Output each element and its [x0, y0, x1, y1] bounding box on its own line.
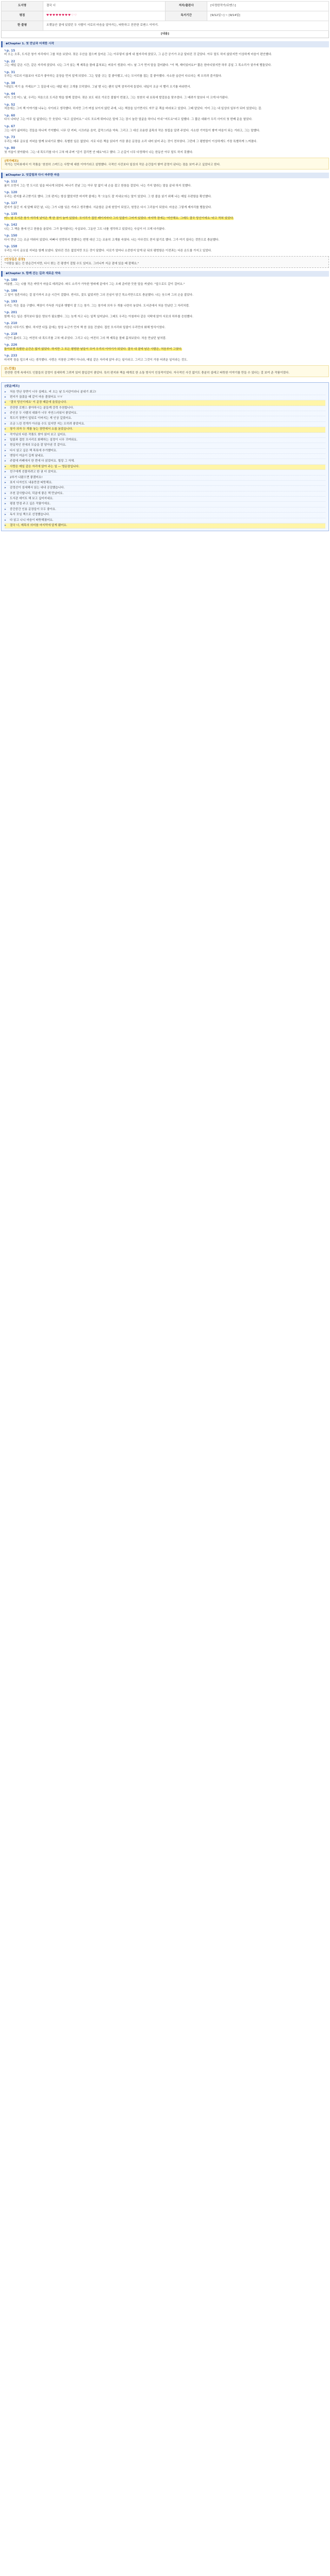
- comment-item: ▸ 도서관 데이트 해 보고 싶어지네요.: [5, 497, 325, 502]
- passage-text: 마지막 장을 덮으며 나는 생각했다. 사랑은 거창한 고백이 아니라, 매일 같은 자리에 앉아 주는 일이라고. 그리고 그것이 가장 어려운 일이라는 것도.: [4, 359, 188, 362]
- comment-item: ▸ 주말에 카페에서 한 번에 다 읽었어요. 힐링 그 자체.: [5, 459, 325, 464]
- passage-text: 여름밤, 그는 나를 작은 바닷가 마을로 데려갔다. 파도 소리가 가득한 방파제 끝에서 그는 오래 준비한 듯한 말을 꺼냈다. "앞으로도 같이 걸어요.": [4, 282, 185, 286]
- comment-item: ▸ 목도리 장면이 앞뒤로 이어지는 게 인상 깊었어요.: [5, 416, 325, 421]
- page-number: ✎ p. 22: [4, 60, 15, 63]
- passage-text: 그는 매일 같은 시간, 같은 자리에 앉았다. 나는 그가 읽는 책 제목을 몰래 훔쳐보는 버릇이 생겼다. 어느 날 그가 먼저 말을 걸어왔다. "이 책, 재미있어요?" 짧은 한마디였지만 하루 종일 그 목소리가 귓가에 맴돌았다.: [4, 64, 272, 67]
- passage: [1, 125, 329, 133]
- passage-text: 가끔은 다투기도 했다. 하지만 다툼 끝에는 항상 누군가 먼저 책 한 권을 건넸다. 접힌 모서리와 밑줄이 우리만의 화해 방식이었다.: [4, 326, 166, 329]
- rating-label: 평점: [2, 11, 43, 21]
- passage: [1, 191, 329, 199]
- chapter-title: ◆Chapter 2. 엇갈림과 다시 마주한 마음: [1, 173, 329, 178]
- note-box: [1, 365, 329, 377]
- chapter-section: [1, 173, 329, 268]
- page-number: ✎ p. 210: [4, 322, 17, 325]
- quote-text: "사람을 잃는 건 한순간이지만, 다시 찾는 건 평생이 걸릴 수도 있어요. 그러니까 지금 곁에 있을 때 잘해요.": [5, 262, 139, 265]
- passage-text: 우리는 작은 집을 구했다. 책장이 가득한 거실과 햇볕이 잘 드는 창가. 그는 창가에 의자 두 개를 나란히 놓았다. 도서관에서 처음 만났던 그 자리처럼.: [4, 304, 190, 308]
- passage-text: 함께 사는 일은 생각보다 많은 양보가 필요했다. 그는 늦게 자고 나는 일찍 일어났다. 그래도 우리는 아침마다 같은 식탁에 앉아 서로의 하루를 응원했다.: [4, 315, 193, 318]
- comment-item: ▸ 추천 감사합니다, 덕분에 좋은 책 만났어요.: [5, 492, 325, 497]
- passage-text: 비 오는 오후, 도서관 창가 자리에서 그를 처음 보았다. 젖은 우산을 접으며 들어온 그는 아무렇지 않게 내 옆자리에 앉았고, 그 순간 공기가 조금 달라진 것 같았다. 아무 말도 하지 않았지만 이상하게 마음이 편안했다.: [4, 53, 272, 57]
- passage-text: 시간이 흘러도 그는 여전히 내 목도리를 고쳐 매 주었다. 그리고 나는 여전히 그의 책 제목을 몰래 훔쳐보았다. 처음 만났던 날처럼.: [4, 336, 167, 340]
- passage-text: 나는 그 책을 품에 안고 한참을 울었다. 그가 돌아왔다는 사실보다, 그동안 그도 나를 생각하고 있었다는 사실이 더 크게 다가왔다.: [4, 227, 166, 231]
- comment-item: ▸ 조금 느린 전개가 아쉬울 수도 있지만 저는 오히려 좋았어요.: [5, 422, 325, 427]
- page-number: ✎ p. 52: [4, 104, 15, 107]
- page-number: ✎ p. 186: [4, 290, 17, 293]
- title-label: 도서명: [2, 2, 43, 11]
- passage: [1, 93, 329, 100]
- page-number: ✎ p. 142: [4, 224, 17, 227]
- page-number: ✎ p. 38: [4, 82, 15, 85]
- page-number: ✎ p. 226: [4, 344, 17, 347]
- comment-item: ▸ 엔딩이 여운이 길게 남네요.: [5, 454, 325, 459]
- comment-item: ▸ 주인공 두 사람의 대화가 너무 자연스러워서 좋았어요.: [5, 411, 325, 416]
- comments-title: [댓글/메모]: [5, 385, 20, 388]
- comment-item: ▸ 중간중간 인용 문장들이 모두 좋아요.: [5, 507, 325, 513]
- comment-item: ▸ 처음 만난 장면이 너무 설레요. 비 오는 날 도서관이라니 분위기 최고!: [5, 390, 325, 395]
- page-number: ✎ p. 158: [4, 245, 17, 248]
- date-value: [9/12일~] ~ [9/14일]: [207, 11, 329, 21]
- passage-text: 처음에는 그저 책 이야기를 나누는 사이라고 생각했다. 하지만 그가 며칠 보이지 않던 주에, 나는 책장을 넘기면서도 자꾸 문 쪽을 바라보고 있었다. 그때 알았다. 이미 그는 내 일상의 일부가 되어 있었다는 걸.: [4, 107, 262, 111]
- quote-box: [1, 256, 329, 268]
- passage-text: 우리는 편지를 주고받기로 했다. 그의 편지는 항상 짧았지만 마지막 줄에는 꼭 '오늘도 잘 지내요'라는 말이 있었다. 그 한 줄을 읽기 위해 나는 매일 우편함을 확인했다.: [4, 195, 212, 198]
- summary-label: 한 줄평: [2, 21, 43, 31]
- passage: [1, 213, 329, 221]
- page-number: ✎ p. 193: [4, 300, 17, 303]
- page-number: ✎ p. 218: [4, 333, 17, 336]
- comment-list: [5, 390, 325, 529]
- passage-text: 그 말이 청혼이라는 걸 알기까지 조금 시간이 걸렸다. 반지도, 꽃도 없었지만 그의 진심이 담긴 목소리만으로도 충분했다. 나는 웃으며 그의 손을 잡았다.: [4, 293, 193, 297]
- passage-text: 우리는 서로의 이름보다 서로가 좋아하는 문장을 먼저 알게 되었다. 그는 밑줄 긋는 걸 좋아했고, 나는 모서리를 접는 걸 좋아했다. 사소한 습관이 다르다는 게 오히려 즐거웠다.: [4, 75, 222, 78]
- passage: [1, 60, 329, 68]
- page-number: ✎ p. 73: [4, 136, 15, 139]
- page-number: ✎ p. 233: [4, 354, 17, 358]
- comment-item: ▸ 현실적인 연애의 모습을 잘 담아낸 것 같아요.: [5, 443, 325, 448]
- page-number: ✎ p. 60: [4, 114, 15, 117]
- highlighted-passage-text: 돌아보면 특별한 순간은 많지 않았다. 하지만 그 모든 평범한 날들이 모여 우리의 이야기가 되었다. 결국 내 곁에 남은 사람은, 처음부터 그였다.: [4, 348, 183, 351]
- passage: [1, 49, 329, 57]
- passage-text: 봄이 오면서 그는 먼 도시로 일을 떠나게 되었다. 떠나기 전날 그는 아무 말 없이 내 손을 잡고 한참을 걸었다. 나는 가지 말라는 말을 끝내 하지 못했다.: [4, 184, 192, 188]
- note-text: 작가는 인터뷰에서 이 작품을 '천천히 스며드는 사랑'에 대한 이야기라고 설명했다. 극적인 사건보다 일상의 작은 순간들이 쌓여 감정이 된다는 점을 보여 주고 싶었다고 한다.: [5, 163, 221, 167]
- passage: [1, 71, 329, 79]
- comment-item: ▸ 밑줄과 접힌 모서리로 화해하는 설정이 너무 귀여워요.: [5, 438, 325, 443]
- comment-item: ▸ 독서 모임 책으로 선정했습니다.: [5, 513, 325, 518]
- comment-item: ▸ 편지가 끊겼을 때 같이 마음 졸였어요 ㅠㅠ: [5, 395, 325, 400]
- comment-item: ▸ 다시 읽고 싶은 책 목록에 추가했어요.: [5, 449, 325, 454]
- chapter-section: [1, 41, 329, 169]
- rating-hearts: ♥♥♥♥♥♥♥♥♡♡: [43, 11, 165, 21]
- passage: [1, 82, 329, 90]
- passage: [1, 354, 329, 362]
- page-number: ✎ p. 80: [4, 147, 15, 150]
- comment-item: ▸ 작가님의 다른 작품도 찾아 읽어 보고 싶어요.: [5, 433, 325, 438]
- passage: [1, 245, 329, 253]
- passage-text: 비가 그친 어느 날, 우리는 처음으로 도서관 밖을 함께 걸었다. 젖은 보도 위로 가로등 불빛이 번졌고, 그는 천천히 내 보폭에 발걸음을 맞추었다. 그 배려가 말보다 더 크게 다가왔다.: [4, 96, 229, 100]
- note-title: [느낀점]: [5, 367, 16, 371]
- comment-item: ▸ 잔잔한 로맨스 좋아하시는 분들께 강력 추천합니다.: [5, 406, 325, 411]
- author-value: [다정한작가/로맨스]: [207, 2, 329, 11]
- comment-item: ▸ 결국 너, 제목의 의미를 마지막에 알게 됐어요.: [5, 523, 325, 529]
- author-label: 저자/출판사: [166, 2, 207, 11]
- passage-text: 편지가 끊긴 지 세 달째 되던 날, 나는 그가 나를 잊은 거라고 생각했다. 서운함은 금세 원망이 되었고, 원망은 다시 그리움이 되었다. 마음은 그렇게 제자리를 맴돌았다.: [4, 206, 212, 209]
- passage: [1, 333, 329, 341]
- page-number: ✎ p. 180: [4, 279, 17, 282]
- passage-text: 첫 겨울이 찾아왔다. 그는 내 목도리를 다시 고쳐 매 주며 "감기 걸리면 안 돼요"라고 했다. 그 손길이 너무 다정해서 나는 한동안 아무 말도 하지 못했다.: [4, 150, 193, 154]
- page-number: ✎ p. 150: [4, 234, 17, 238]
- page-number: ✎ p. 31: [4, 71, 15, 74]
- chapter-section: [1, 271, 329, 377]
- passage: [1, 104, 329, 111]
- comment-item: ▸ 창가 의자 두 개를 놓는 장면에서 소름 돋았습니다.: [5, 427, 325, 432]
- passage-text: 다시 만난 그는 조금 야위어 있었다. 바빠서 연락하지 못했다는 변명 대신 그는 조용히 고개를 숙였다. 나는 아무것도 묻지 않기로 했다. 그가 여기 있다는 것만으로 충분했다.: [4, 238, 220, 242]
- comment-item: ▸ 사랑은 매일 같은 자리에 앉아 주는 일 — 명문장입니다.: [5, 465, 325, 470]
- date-label: 독서기간: [166, 11, 207, 21]
- book-info-table: [1, 1, 329, 31]
- passage: [1, 147, 329, 155]
- passage: [1, 136, 329, 144]
- passage-text: "내일도 여기 올 거예요?" 그 질문에 나는 대답 대신 고개를 끄덕였다. 그날 밤 나는 괜히 일찍 잠자리에 들었다. 내일이 조금 더 빨리 오기를 바라면서.: [4, 86, 191, 89]
- comment-item: ▸ '결국 당신이에요' 이 문장 때문에 울었습니다.: [5, 400, 325, 405]
- comments-panel: [1, 382, 329, 531]
- page-number: ✎ p. 112: [4, 180, 17, 183]
- page-number: ✎ p. 15: [4, 49, 15, 53]
- page-number: ✎ p. 44: [4, 93, 15, 96]
- page-number: ✎ p. 201: [4, 311, 17, 314]
- comment-item: ▸ 표지 디자인도 내용만큼 따뜻해요.: [5, 481, 325, 486]
- page-number: ✎ p. 127: [4, 202, 17, 205]
- note-title: [작가메모]: [5, 159, 19, 163]
- passage-text: 다시 나타난 그는 아무 일 없었다는 듯 웃었다. "보고 싶었어요." 나도 모르게 튀어나온 말에 그는 잠시 놀란 얼굴을 하더니 이내 "저도요"라고 답했다. 그 짧은 대화가 우리 사이의 첫 번째 문을 열었다.: [4, 118, 253, 122]
- highlighted-passage-text: 어느 날 도서관 창가 자리에 낯익은 책 한 권이 놓여 있었다. 모서리가 접힌 페이지마다 그의 밑줄이 그어져 있었다. 마지막 장에는 '미안해요. 그래도 결국 당신이에요.'라고 적혀 있었다.: [4, 216, 234, 220]
- comment-item: ▸ 2부가 나왔으면 좋겠어요!: [5, 476, 325, 481]
- passage-text: 우리는 다시 금요일 저녁을 함께 보냈다. 달라진 것은 없었지만 모든 것이 달랐다. 서로가 얼마나 소중한지 알게 된 뒤의 평범함은 이전과는 다른 온도를 가지고 있었다.: [4, 249, 212, 252]
- passage-text: 그는 내가 싫어하는 것들을 하나씩 기억했다. 너무 단 커피, 시끄러운 음악, 갑작스러운 약속. 그리고 그 대신 조용한 골목의 작은 찻집을 알려 주었다. 사소한 기억들이 쌓여 마음이 되는 거라고, 그는 말했다.: [4, 129, 260, 132]
- page-number: ✎ p. 135: [4, 213, 17, 216]
- passage-text: 우리는 매주 금요일 저녁을 함께 보내기로 했다. 특별한 일은 없었다. 서로 다른 책을 읽다가 가끔 좋은 문장을 소리 내어 읽어 주는 것이 전부였다. 그런데 그 평범함이 이상하게도 가장 특별하게 느껴졌다.: [4, 140, 257, 143]
- content-heading: [내용]: [1, 31, 329, 38]
- chapters-container: [1, 41, 329, 377]
- note-box: [1, 158, 329, 170]
- passage: [1, 234, 329, 242]
- page-number: ✎ p. 67: [4, 125, 15, 128]
- summary-value: 오랫동안 곁에 있었던 두 사람이 서로의 마음을 알아가는, 따뜻하고 잔잔한 로맨스 이야기.: [43, 21, 328, 31]
- comment-item: ▸ 감정선이 섬세해서 읽는 내내 공감했습니다.: [5, 486, 325, 491]
- passage: [1, 300, 329, 308]
- chapter-title: ◆Chapter 1. 첫 만남과 어색한 시작: [1, 41, 329, 47]
- passage: [1, 202, 329, 210]
- comment-item: ▸ 평점 만점 주고 싶은 작품이에요.: [5, 502, 325, 507]
- passage: [1, 344, 329, 351]
- chapter-title: ◆Chapter 3. 함께 걷는 길과 새로운 약속: [1, 271, 329, 277]
- passage: [1, 290, 329, 297]
- title-value: 결국 너: [43, 2, 165, 11]
- passage: [1, 180, 329, 188]
- note-text: 잔잔한 전개 속에서도 인물들의 감정이 섬세하게 그려져 있어 몰입감이 좋았다. 특히 편지와 책을 매개로 한 소통 방식이 인상적이었다. 자극적인 사건 없이도 충분히 설레고 따뜻한 이야기를 만들 수 있다는 걸 보여 준 작품이었다.: [5, 371, 290, 375]
- passage: [1, 114, 329, 122]
- page: [1, 1, 329, 536]
- quote-title: [인상깊은 문장]: [5, 258, 25, 262]
- comment-item: ▸ 다 읽고 나니 마음이 따뜻해졌어요.: [5, 518, 325, 523]
- passage: [1, 224, 329, 231]
- passage: [1, 311, 329, 319]
- comment-item: ▸ 친구에게 선물하려고 한 권 더 샀어요.: [5, 470, 325, 475]
- passage: [1, 322, 329, 330]
- page-number: ✎ p. 120: [4, 191, 17, 194]
- passage: [1, 279, 329, 286]
